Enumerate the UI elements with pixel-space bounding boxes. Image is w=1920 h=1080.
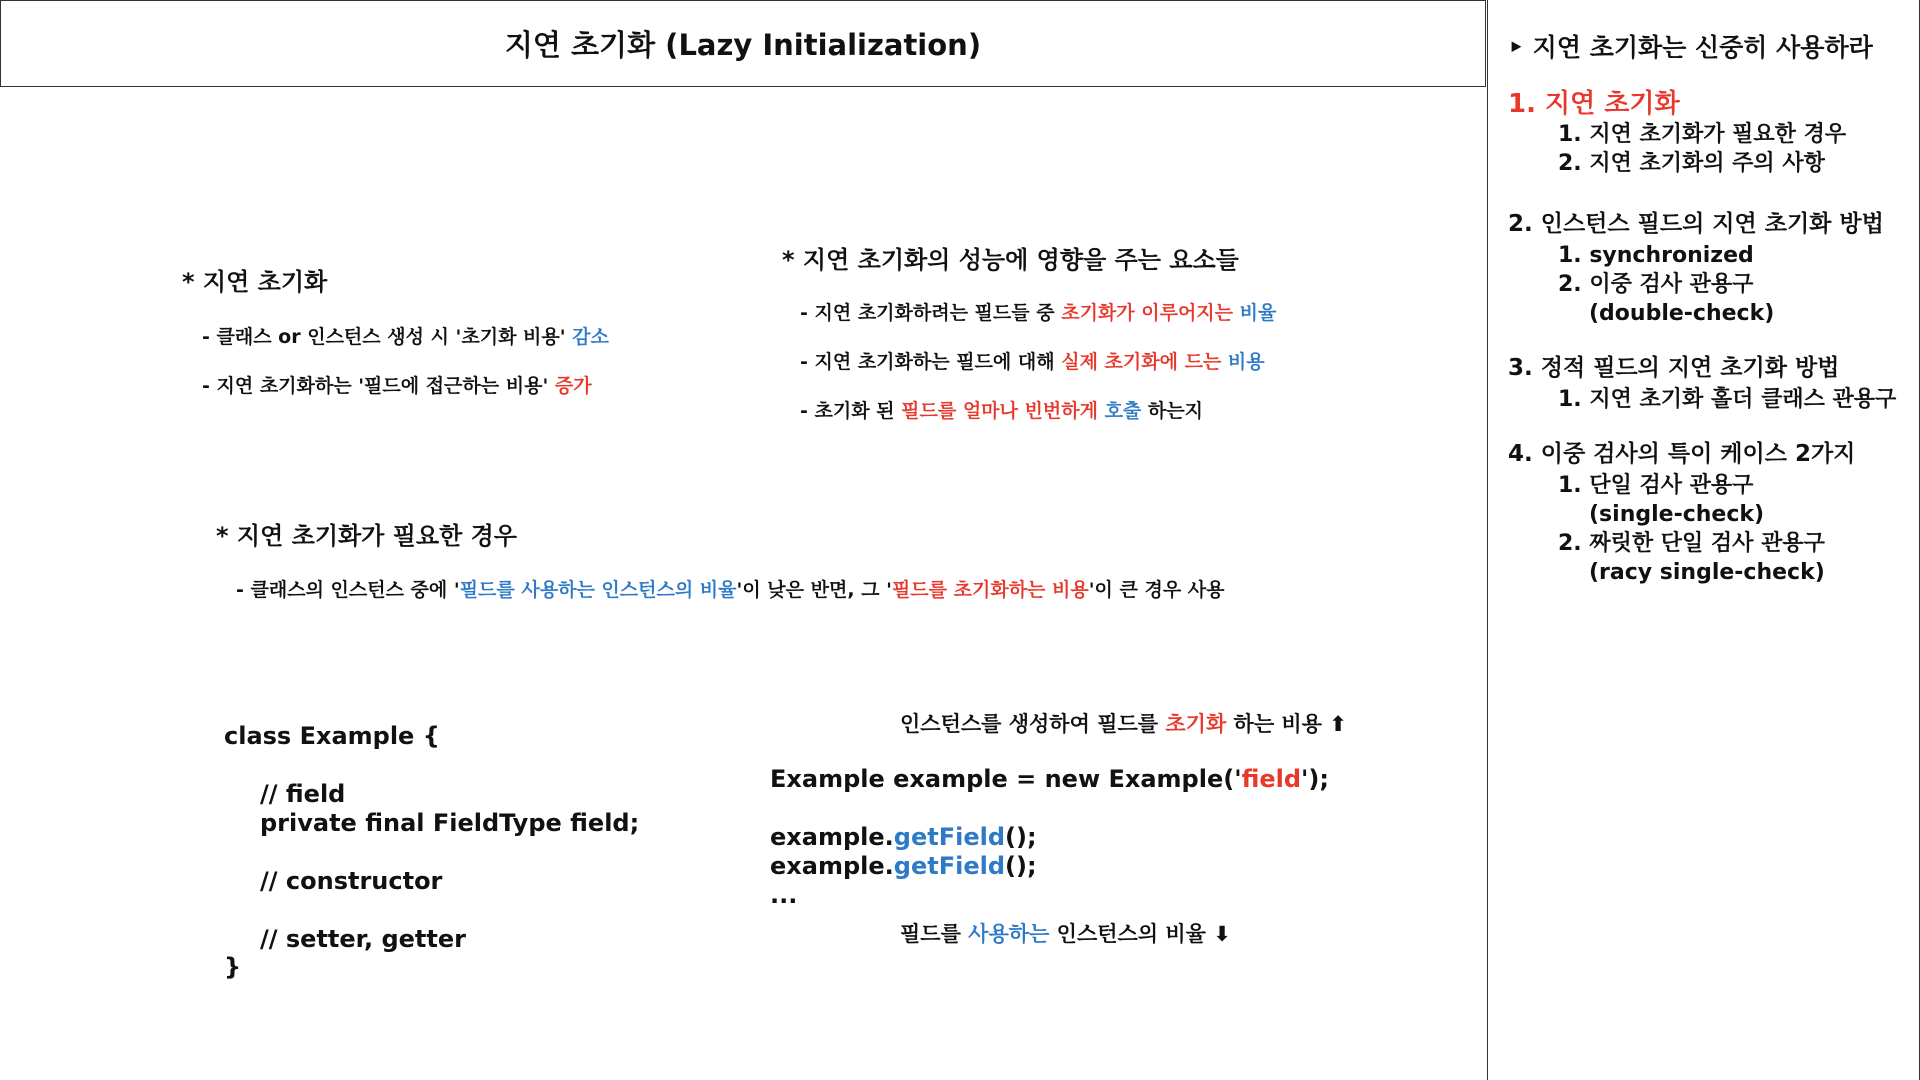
toc-item-4-2[interactable]: 2. 짜릿한 단일 검사 관용구 <box>1558 531 1825 556</box>
section-when-needed-paragraph: - 클래스의 인스턴스 중에 '필드를 사용하는 인스턴스의 비율'이 낮은 반면, 그 '필드를 초기화하는 비용'이 큰 경우 사용 <box>236 579 1225 601</box>
table-of-contents-sidebar <box>1487 0 1920 1080</box>
section-lazy-init-heading: * 지연 초기화 <box>182 268 328 296</box>
toc-item-2-2[interactable]: 2. 이중 검사 관용구 <box>1558 272 1754 297</box>
code-left-line-4: // constructor <box>260 867 443 895</box>
toc-item-4-2-note: (racy single-check) <box>1589 560 1825 585</box>
toc-item-4[interactable]: 4. 이중 검사의 특이 케이스 2가지 <box>1508 441 1856 467</box>
code-right-line-3: example.getField(); <box>770 852 1037 880</box>
code-left-line-6: } <box>224 953 242 981</box>
cost-up-note: 인스턴스를 생성하여 필드를 초기화 하는 비용 ⬆ <box>900 712 1347 736</box>
usage-down-note: 필드를 사용하는 인스턴스의 비율 ⬇ <box>900 922 1231 946</box>
toc-header: ‣ 지연 초기화는 신중히 사용하라 <box>1508 33 1873 62</box>
toc-item-2-1[interactable]: 1. synchronized <box>1558 243 1754 268</box>
section-performance-bullet-3: - 초기화 된 필드를 얼마나 빈번하게 호출 하는지 <box>800 400 1203 422</box>
toc-item-3[interactable]: 3. 정적 필드의 지연 초기화 방법 <box>1508 355 1840 381</box>
code-right-line-1: Example example = new Example('field'); <box>770 765 1329 793</box>
toc-item-4-1-note: (single-check) <box>1589 502 1765 527</box>
code-left-line-5: // setter, getter <box>260 925 466 953</box>
code-right-ellipsis: ... <box>770 881 798 909</box>
section-performance-bullet-2: - 지연 초기화하는 필드에 대해 실제 초기화에 드는 비용 <box>800 351 1265 373</box>
section-lazy-init-bullet-1: - 클래스 or 인스턴스 생성 시 '초기화 비용' 감소 <box>202 326 609 348</box>
toc-item-1-1[interactable]: 1. 지연 초기화가 필요한 경우 <box>1558 122 1847 147</box>
toc-item-3-1[interactable]: 1. 지연 초기화 홀더 클래스 관용구 <box>1558 387 1897 412</box>
code-left-line-2: // field <box>260 780 346 808</box>
code-left-line-1: class Example { <box>224 722 440 750</box>
section-performance-heading: * 지연 초기화의 성능에 영향을 주는 요소들 <box>782 246 1239 274</box>
toc-item-2[interactable]: 2. 인스턴스 필드의 지연 초기화 방법 <box>1508 211 1884 237</box>
toc-item-1[interactable]: 1. 지연 초기화 <box>1508 89 1680 119</box>
toc-item-4-1[interactable]: 1. 단일 검사 관용구 <box>1558 473 1754 498</box>
code-left-line-3: private final FieldType field; <box>260 809 640 837</box>
code-right-line-2: example.getField(); <box>770 823 1037 851</box>
toc-item-2-2-note: (double-check) <box>1589 301 1775 326</box>
toc-item-1-2[interactable]: 2. 지연 초기화의 주의 사항 <box>1558 151 1825 176</box>
section-when-needed-heading: * 지연 초기화가 필요한 경우 <box>216 522 517 550</box>
page-title-text: 지연 초기화 (Lazy Initialization) <box>504 28 982 62</box>
section-performance-bullet-1: - 지연 초기화하려는 필드들 중 초기화가 이루어지는 비율 <box>800 302 1277 324</box>
section-lazy-init-bullet-2: - 지연 초기화하는 '필드에 접근하는 비용' 증가 <box>202 375 592 397</box>
page-title <box>0 0 1486 87</box>
